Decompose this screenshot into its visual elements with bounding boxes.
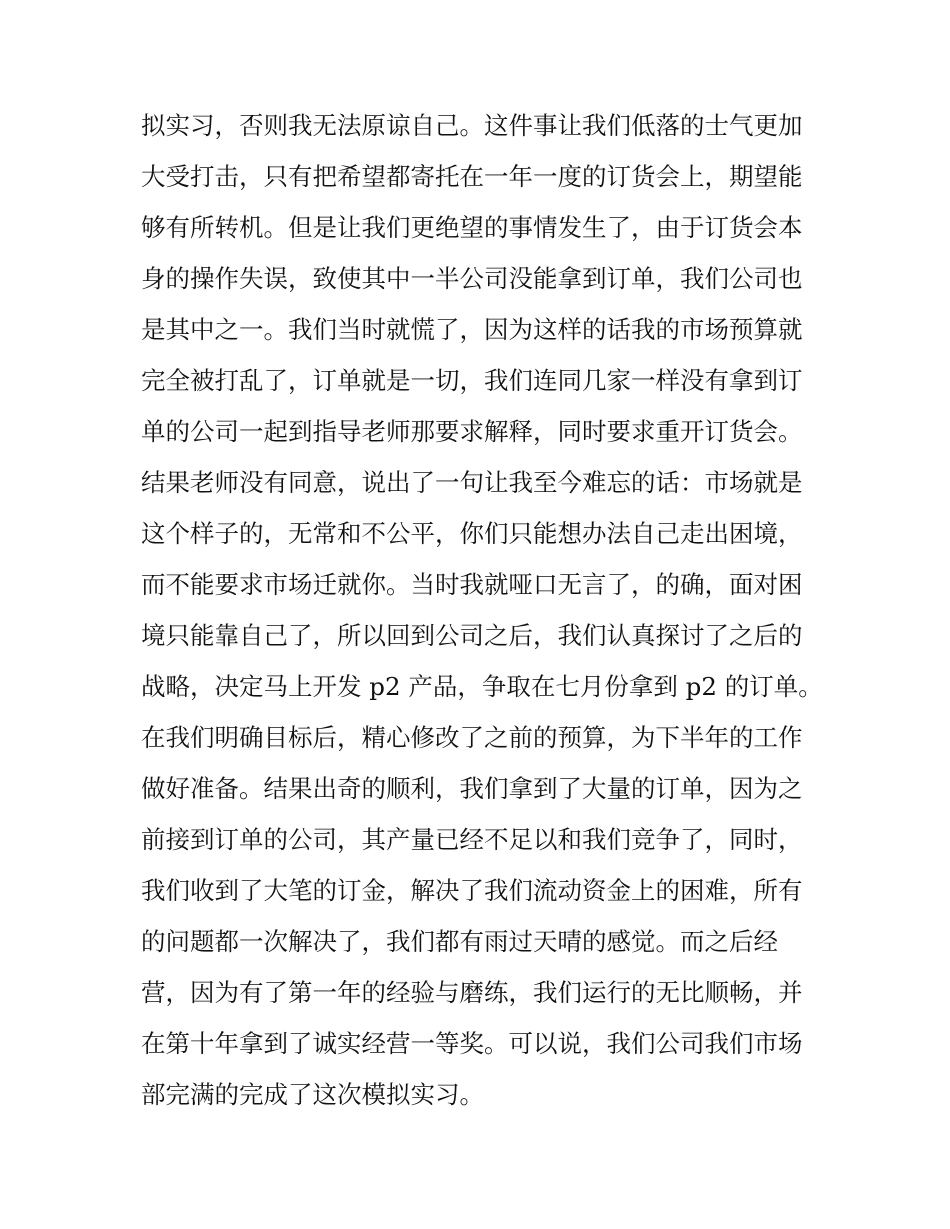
text-line: 这个样子的，无常和不公平，你们只能想办法自己走出困境，	[141, 519, 803, 548]
text-line: 是其中之一。我们当时就慌了，因为这样的话我的市场预算就	[141, 315, 803, 344]
text-line: 我们收到了大笔的订金，解决了我们流动资金上的困难，所有	[141, 876, 803, 905]
text-line: 做好准备。结果出奇的顺利，我们拿到了大量的订单，因为之	[141, 774, 803, 803]
text-line: 而不能要求市场迁就你。当时我就哑口无言了，的确，面对困	[141, 570, 803, 599]
body-text	[141, 100, 821, 1120]
text-line: 营，因为有了第一年的经验与磨练，我们运行的无比顺畅，并	[141, 978, 803, 1007]
text-line: 够有所转机。但是让我们更绝望的事情发生了，由于订货会本	[141, 213, 803, 242]
text-line: 结果老师没有同意，说出了一句让我至今难忘的话：市场就是	[141, 468, 803, 497]
text-line: 在我们明确目标后，精心修改了之前的预算，为下半年的工作	[141, 723, 803, 752]
text-line: 部完满的完成了这次模拟实习。	[141, 1080, 484, 1109]
text-line: 拟实习，否则我无法原谅自己。这件事让我们低落的士气更加	[141, 111, 803, 140]
text-line: 大受打击，只有把希望都寄托在一年一度的订货会上，期望能	[141, 162, 803, 191]
text-line: 的问题都一次解决了，我们都有雨过天晴的感觉。而之后经	[141, 927, 778, 956]
text-line: 前接到订单的公司，其产量已经不足以和我们竞争了，同时，	[141, 825, 803, 854]
text-line: 单的公司一起到指导老师那要求解释，同时要求重开订货会。	[141, 417, 803, 446]
text-line: 战略，决定马上开发 p2 产品，争取在七月份拿到 p2 的订单。	[141, 672, 823, 701]
text-line: 完全被打乱了，订单就是一切，我们连同几家一样没有拿到订	[141, 366, 803, 395]
text-line: 在第十年拿到了诚实经营一等奖。可以说，我们公司我们市场	[141, 1029, 803, 1058]
text-line: 身的操作失误，致使其中一半公司没能拿到订单，我们公司也	[141, 264, 803, 293]
text-line: 境只能靠自己了，所以回到公司之后，我们认真探讨了之后的	[141, 621, 803, 650]
